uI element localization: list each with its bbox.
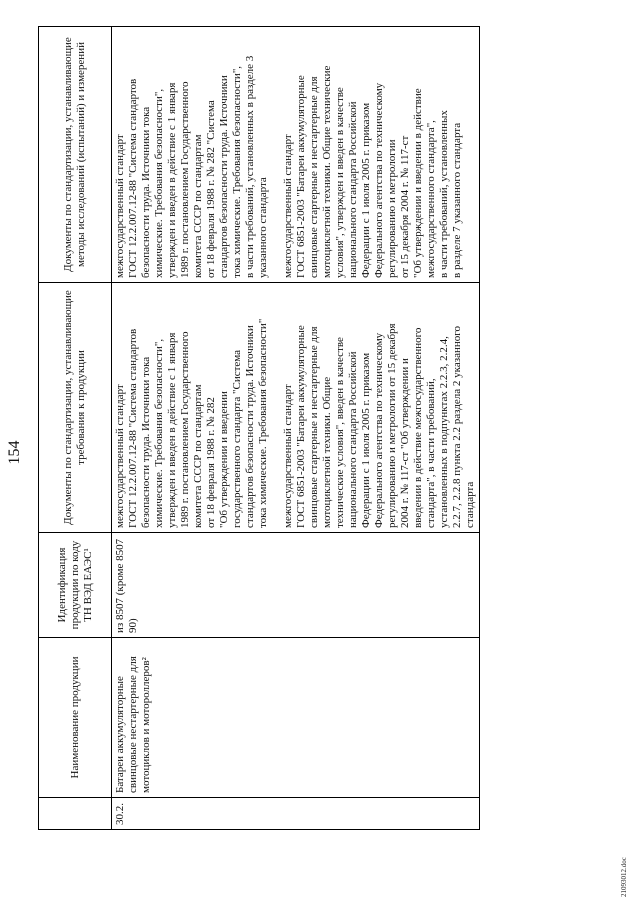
doc-line: от 18 февраля 1988 г. № 282 "Система: [205, 100, 217, 278]
doc-line: введении в действие межгосударственного: [412, 327, 424, 528]
doc-line: тока химические. Требования безопасности",: [231, 65, 243, 278]
doc-line: безопасности труда. Источники тока: [140, 106, 152, 278]
doc-line: межгосударственного стандарта",: [425, 120, 437, 278]
doc-line: указанного стандарта: [257, 177, 269, 278]
doc-line: комитета СССР по стандартам: [192, 384, 204, 528]
standard-reference: [114, 287, 270, 528]
doc-line: регулированию и метрологии: [386, 139, 398, 278]
product-code: из 8507 (кроме 8507 90): [112, 533, 480, 638]
doc-line: стандарта", в части требований,: [425, 378, 437, 528]
header-method-docs: Документы по стандартизации, устанавливающие методы исследований (испытаний) и измерений: [39, 27, 112, 283]
doc-line: технические условия", введен в качестве: [334, 337, 346, 528]
standards-table: [38, 26, 480, 830]
row-number: 30.2.: [112, 798, 480, 830]
doc-line: стандартов безопасности труда. Источники: [244, 325, 256, 528]
doc-line: ГОСТ 12.2.007.12-88 "Система стандартов: [127, 78, 139, 278]
doc-line: ГОСТ 12.2.007.12-88 "Система стандартов: [127, 328, 139, 528]
doc-line: безопасности труда. Источники тока: [140, 356, 152, 528]
header-number: [39, 798, 112, 830]
document-footer: 21093012.doc: [620, 857, 628, 897]
doc-line: межгосударственный стандарт: [282, 134, 294, 278]
standard-reference: [114, 31, 270, 278]
doc-line: Федерации с 1 июля 2005 г. приказом: [360, 352, 372, 528]
doc-line: межгосударственный стандарт: [282, 384, 294, 528]
doc-line: комитета СССР по стандартам: [192, 134, 204, 278]
doc-line: Федерального агентства по техническому: [373, 82, 385, 278]
table-header-row: [39, 27, 112, 830]
doc-line: регулированию и метрологии от 15 декабря: [386, 323, 398, 528]
doc-line: 1989 г. постановлением Государственного: [179, 331, 191, 528]
requirement-docs-cell: [112, 283, 480, 533]
doc-line: Федерального агентства по техническому: [373, 332, 385, 528]
doc-line: межгосударственный стандарт: [114, 134, 126, 278]
doc-line: свинцовые стартерные и нестартерные для: [308, 326, 320, 528]
header-product-code: Идентификация продукции по коду ТН ВЭД ЕАЭС¹: [39, 533, 112, 638]
doc-line: ГОСТ 6851-2003 "Батареи аккумуляторные: [295, 75, 307, 278]
doc-line: в части требований, установленных: [438, 110, 450, 278]
doc-line: от 18 февраля 1988 г. № 282: [205, 397, 217, 528]
doc-line: стандарта: [464, 481, 476, 528]
standard-reference: [282, 31, 464, 278]
header-product-name: Наименование продукции: [39, 638, 112, 798]
doc-line: химические. Требования безопасности",: [153, 88, 165, 278]
method-docs-cell: [112, 27, 480, 283]
doc-line: в части требований, установленных в разделе 3: [244, 55, 256, 278]
standard-reference: [282, 287, 477, 528]
doc-line: Федерации с 1 июля 2005 г. приказом: [360, 102, 372, 278]
doc-line: ГОСТ 6851-2003 "Батареи аккумуляторные: [295, 325, 307, 528]
doc-line: 2004 г. № 117-ст "Об утверждении и: [399, 358, 411, 528]
doc-line: утвержден и введен в действие с 1 января: [166, 82, 178, 278]
doc-line: мотоциклетной техники. Общие технические: [321, 65, 333, 278]
doc-line: установленных в подпунктах 2.2.3, 2.2.4,: [438, 336, 450, 528]
header-requirement-docs: Документы по стандартизации, устанавливающие требования к продукции: [39, 283, 112, 533]
doc-line: государственного стандарта "Система: [231, 349, 243, 528]
doc-line: "Об утверждении и введении: [218, 391, 230, 528]
doc-line: тока химические. Требования безопасности": [257, 318, 269, 528]
product-name: Батареи аккумуляторные свинцовые нестартерные для мотоциклов и мотороллеров²: [112, 638, 480, 798]
table-row: [112, 27, 480, 830]
doc-line: условия", утвержден и введен в качестве: [334, 87, 346, 278]
doc-line: 1989 г. постановлением Государственного: [179, 81, 191, 278]
doc-line: в разделе 7 указанного стандарта: [451, 122, 463, 278]
doc-line: мотоциклетной техники. Общие: [321, 376, 333, 528]
doc-line: 2.2.7, 2.2.8 пункта 2.2 раздела 2 указанного: [451, 326, 463, 528]
page-number: 154: [6, 440, 23, 465]
doc-line: утвержден и введен в действие с 1 января: [166, 332, 178, 528]
doc-line: свинцовые стартерные и нестартерные для: [308, 76, 320, 278]
doc-line: "Об утверждении и введении в действие: [412, 88, 424, 278]
doc-line: химические. Требования безопасности",: [153, 338, 165, 528]
doc-line: стандартов безопасности труда. Источники: [218, 75, 230, 278]
doc-line: национального стандарта Российской: [347, 351, 359, 528]
doc-line: национального стандарта Российской: [347, 101, 359, 278]
doc-line: межгосударственный стандарт: [114, 384, 126, 528]
doc-line: от 15 декабря 2004 г. № 117-ст: [399, 135, 411, 278]
